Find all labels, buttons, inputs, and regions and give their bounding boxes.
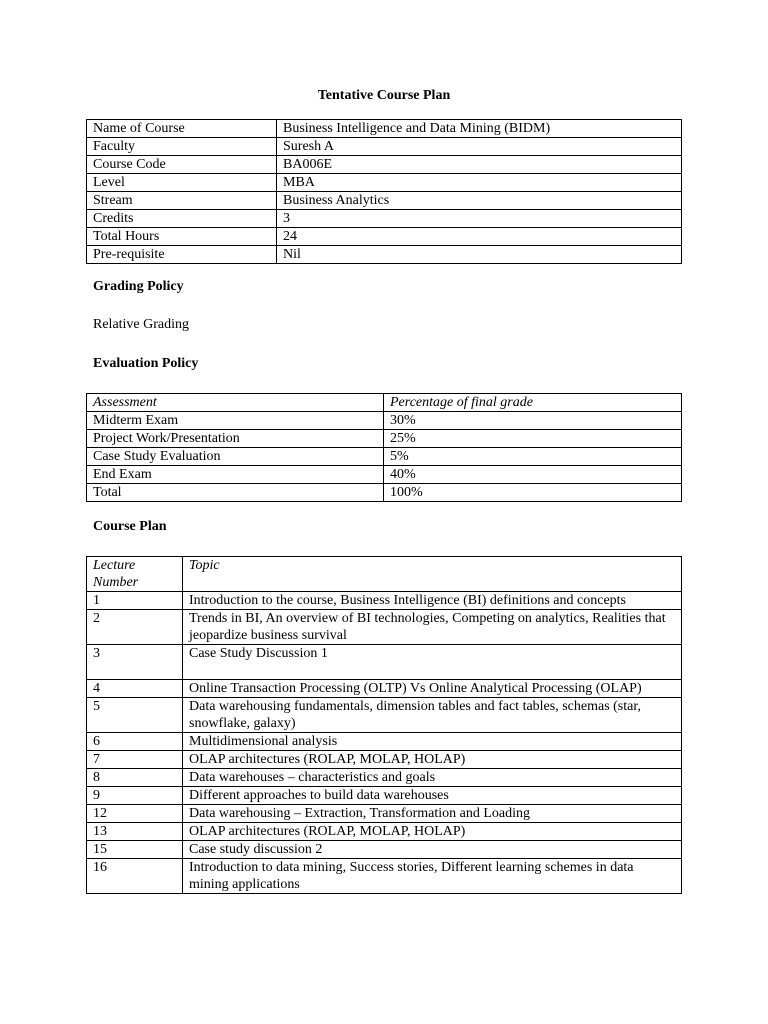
info-value: Business Intelligence and Data Mining (BIDM) [277,120,682,138]
lecture-topic: Case study discussion 2 [183,841,682,859]
course-plan-table [86,556,682,894]
info-label: Level [87,174,277,192]
assessment-cell: Total [87,484,384,502]
column-header: Lecture Number [87,557,183,592]
lecture-topic: Multidimensional analysis [183,733,682,751]
percentage-cell: 5% [384,448,682,466]
lecture-topic: Introduction to the course, Business Intelligence (BI) definitions and concepts [183,592,682,610]
lecture-number: 13 [87,823,183,841]
evaluation-policy-heading: Evaluation Policy [93,356,199,371]
table-header-row [87,394,682,412]
table-row [87,733,682,751]
info-value: Business Analytics [277,192,682,210]
table-row [87,769,682,787]
lecture-number: 2 [87,610,183,645]
lecture-topic: Data warehouses – characteristics and goals [183,769,682,787]
lecture-number: 3 [87,645,183,680]
info-value: 3 [277,210,682,228]
table-row [87,698,682,733]
table-header-row [87,557,682,592]
info-value: MBA [277,174,682,192]
info-label: Faculty [87,138,277,156]
lecture-number: 4 [87,680,183,698]
table-row [87,120,682,138]
lecture-topic: OLAP architectures (ROLAP, MOLAP, HOLAP) [183,751,682,769]
lecture-topic: Different approaches to build data warehouses [183,787,682,805]
lecture-number: 7 [87,751,183,769]
evaluation-table [86,393,682,502]
table-row [87,210,682,228]
info-label: Stream [87,192,277,210]
course-info-table [86,119,682,264]
page-title: Tentative Course Plan [317,88,451,103]
column-header: Percentage of final grade [384,394,682,412]
percentage-cell: 40% [384,466,682,484]
table-row [87,228,682,246]
table-row [87,805,682,823]
info-value: Nil [277,246,682,264]
lecture-topic: Trends in BI, An overview of BI technologies, Competing on analytics, Realities that jeopardize business survival [183,610,682,645]
info-value: Suresh A [277,138,682,156]
table-row [87,859,682,894]
table-row [87,610,682,645]
lecture-topic: Data warehousing fundamentals, dimension tables and fact tables, schemas (star, snowflake, galaxy) [183,698,682,733]
lecture-number: 6 [87,733,183,751]
info-value: 24 [277,228,682,246]
table-row [87,592,682,610]
table-row [87,787,682,805]
table-row [87,430,682,448]
table-row [87,680,682,698]
info-label: Name of Course [87,120,277,138]
assessment-cell: Midterm Exam [87,412,384,430]
table-row [87,645,682,680]
table-row [87,823,682,841]
info-label: Credits [87,210,277,228]
info-value: BA006E [277,156,682,174]
lecture-number: 12 [87,805,183,823]
table-row [87,246,682,264]
assessment-cell: Case Study Evaluation [87,448,384,466]
assessment-cell: End Exam [87,466,384,484]
lecture-topic: Data warehousing – Extraction, Transformation and Loading [183,805,682,823]
table-row [87,174,682,192]
lecture-number: 8 [87,769,183,787]
table-row [87,466,682,484]
percentage-cell: 100% [384,484,682,502]
grading-policy-heading: Grading Policy [93,279,184,294]
lecture-topic: OLAP architectures (ROLAP, MOLAP, HOLAP) [183,823,682,841]
lecture-number: 16 [87,859,183,894]
table-row [87,448,682,466]
table-row [87,138,682,156]
lecture-topic: Case Study Discussion 1 [183,645,682,680]
table-row [87,412,682,430]
percentage-cell: 30% [384,412,682,430]
table-row [87,484,682,502]
info-label: Pre-requisite [87,246,277,264]
lecture-topic: Online Transaction Processing (OLTP) Vs Online Analytical Processing (OLAP) [183,680,682,698]
table-row [87,841,682,859]
info-label: Course Code [87,156,277,174]
lecture-number: 1 [87,592,183,610]
lecture-number: 15 [87,841,183,859]
table-row [87,751,682,769]
lecture-number: 9 [87,787,183,805]
lecture-topic: Introduction to data mining, Success stories, Different learning schemes in data mining applications [183,859,682,894]
lecture-number: 5 [87,698,183,733]
assessment-cell: Project Work/Presentation [87,430,384,448]
percentage-cell: 25% [384,430,682,448]
column-header: Assessment [87,394,384,412]
column-header: Topic [183,557,682,592]
table-row [87,156,682,174]
course-plan-heading: Course Plan [93,519,167,534]
info-label: Total Hours [87,228,277,246]
grading-policy-text: Relative Grading [93,317,190,332]
table-row [87,192,682,210]
